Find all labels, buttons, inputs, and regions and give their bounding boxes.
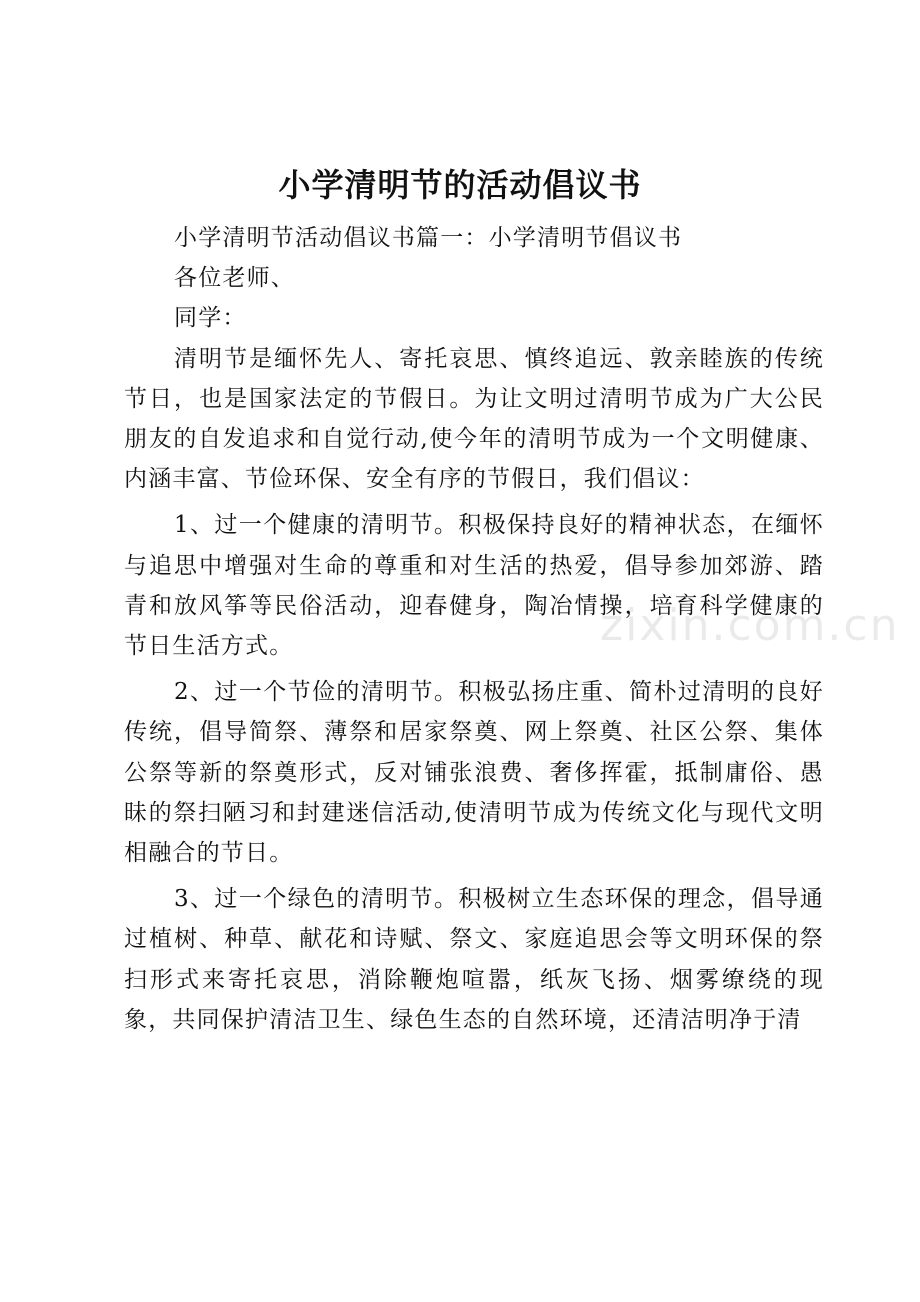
salutation-teachers: 各位老师、 — [174, 265, 295, 292]
paragraph-item-1: 1、过一个健康的清明节。积极保持良好的精神状态，在缅怀与追思中增强对生命的尊重和对生活的热爱，倡导参加郊游、踏青和放风筝等民俗活动，迎春健身，陶冶情操，培育科学健康的节日生活方式。 — [124, 512, 824, 660]
page-title: 小学清明节的活动倡议书 — [278, 166, 642, 204]
paragraph-item-3: 3、过一个绿色的清明节。积极树立生态环保的理念，倡导通过植树、种草、献花和诗赋、祭文、家庭追思会等文明环保的祭扫形式来寄托哀思，消除鞭炮喧嚣，纸灰飞扬、烟雾缭绕的现象，共同保护清洁卫生、绿色生态的自然环境，还清洁明净于清 — [124, 886, 824, 1033]
subtitle-line: 小学清明节活动倡议书篇一：小学清明节倡议书 — [174, 225, 683, 251]
paragraph-item-2: 2、过一个节俭的清明节。积极弘扬庄重、简朴过清明的良好传统，倡导简祭、薄祭和居家祭奠、网上祭奠、社区公祭、集体公祭等新的祭奠形式，反对铺张浪费、奢侈挥霍，抵制庸俗、愚昧的祭扫陋习和封建迷信活动,使清明节成为传统文化与现代文明相融合的节日。 — [124, 679, 824, 867]
watermark-text: zixin.com.cn — [600, 600, 900, 651]
intro-paragraph: 清明节是缅怀先人、寄托哀思、慎终追远、敦亲睦族的传统节日，也是国家法定的节假日。为让文明过清明节成为广大公民朋友的自发追求和自觉行动,使今年的清明节成为一个文明健康、内涵丰富、节俭环保、安全有序的节假日，我们倡议： — [124, 345, 824, 493]
salutation-students: 同学： — [174, 305, 247, 332]
